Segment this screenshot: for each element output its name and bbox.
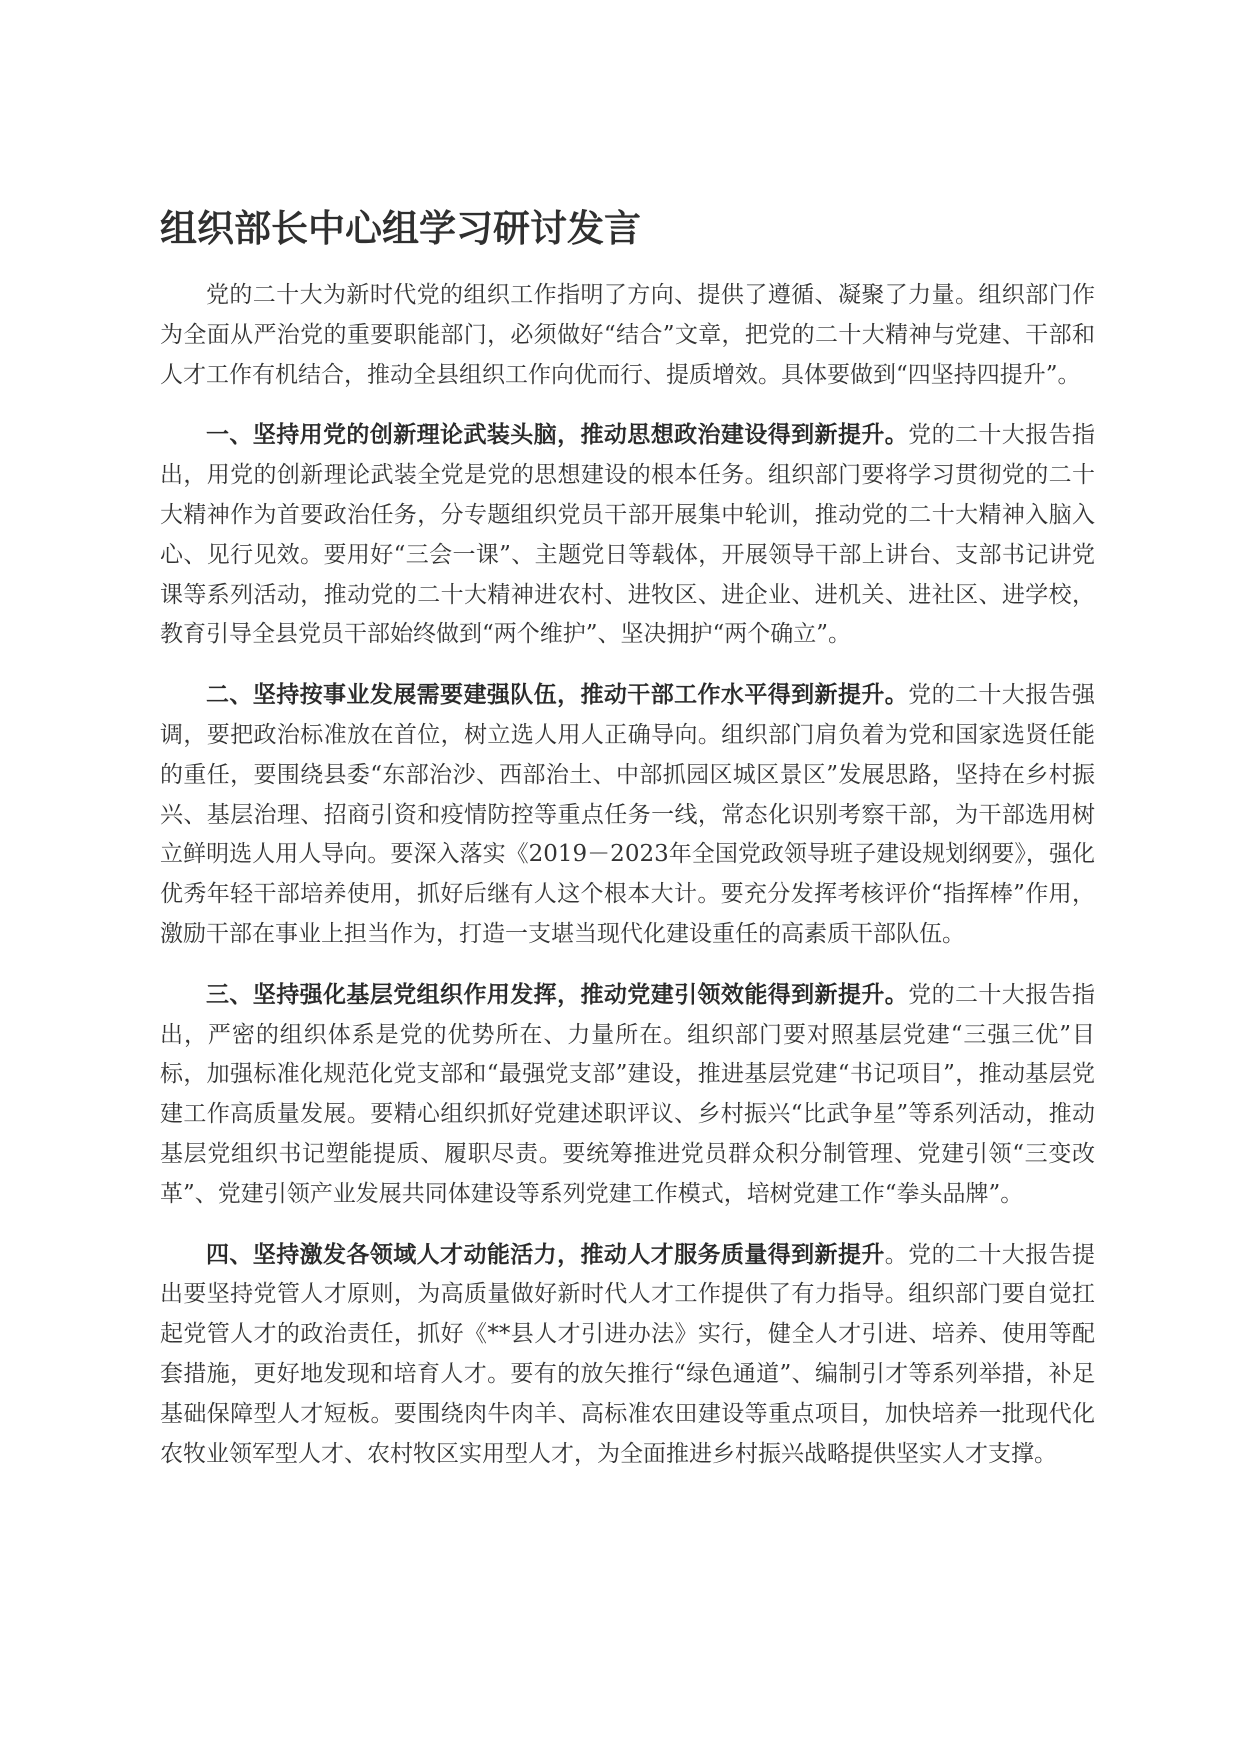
section-2-paragraph [160,675,1095,955]
section-2-heading: 二、坚持按事业发展需要建强队伍，推动干部工作水平得到新提升。 [206,681,909,709]
section-4-paragraph [160,1235,1095,1475]
section-3-body: 党的二十大报告指出，严密的组织体系是党的优势所在、力量所在。组织部门要对照基层党建“三强三优”目标，加强标准化规范化党支部和“最强党支部”建设，推进基层党建“书记项目”，推动基层党建工作高质量发展。要精心组织抓好党建述职评议、乡村振兴“比武争星”等系列活动，推动基层党组织书记塑能提质、履职尽责。要统筹推进党员群众积分制管理、党建引领“三变改革”、党建引领产业发展共同体建设等系列党建工作模式，培树党建工作“拳头品牌”。 [160,981,1096,1207]
section-3-paragraph [160,975,1095,1215]
intro-paragraph: 党的二十大为新时代党的组织工作指明了方向、提供了遵循、凝聚了力量。组织部门作为全面从严治党的重要职能部门，必须做好“结合”文章，把党的二十大精神与党建、干部和人才工作有机结合，推动全县组织工作向优而行、提质增效。具体要做到“四坚持四提升”。 [160,282,1095,388]
section-4-heading: 四、坚持激发各领域人才动能活力，推动人才服务质量得到新提升 [206,1240,885,1268]
section-1-paragraph [160,415,1095,655]
section-2-body: 党的二十大报告强调，要把政治标准放在首位，树立选人用人正确导向。组织部门肩负着为党和国家选贤任能的重任，要围绕县委“东部治沙、西部治土、中部抓园区城区景区”发展思路，坚持在乡村振兴、基层治理、招商引资和疫情防控等重点任务一线，常态化识别考察干部，为干部选用树立鲜明选人用人导向。要深入落实《2019－2023年全国党政领导班子建设规划纲要》，强化优秀年轻干部培养使用，抓好后继有人这个根本大计。要充分发挥考核评价“指挥棒”作用，激励干部在事业上担当作为，打造一支堪当现代化建设重任的高素质干部队伍。 [160,682,1096,947]
section-1-heading: 一、坚持用党的创新理论武装头脑，推动思想政治建设得到新提升。 [206,421,909,449]
document-body [160,276,1095,1494]
document-title: 组织部长中心组学习研讨发言 [160,207,641,250]
section-3-heading: 三、坚持强化基层党组织作用发挥，推动党建引领效能得到新提升。 [206,980,909,1008]
section-1-body: 党的二十大报告指出，用党的创新理论武装全党是党的思想建设的根本任务。组织部门要将学习贯彻党的二十大精神作为首要政治任务，分专题组织党员干部开展集中轮训，推动党的二十大精神入脑入心、见行见效。要用好“三会一课”、主题党日等载体，开展领导干部上讲台、支部书记讲党课等系列活动，推动党的二十大精神进农村、进牧区、进企业、进机关、进社区、进学校，教育引导全县党员干部始终做到“两个维护”、坚决拥护“两个确立”。 [160,422,1096,648]
section-4-body: 。党的二十大报告提出要坚持党管人才原则，为高质量做好新时代人才工作提供了有力指导。组织部门要自觉扛起党管人才的政治责任，抓好《**县人才引进办法》实行，健全人才引进、培养、使用等配套措施，更好地发现和培育人才。要有的放矢推行“绿色通道”、编制引才等系列举措，补足基础保障型人才短板。要围绕肉牛肉羊、高标准农田建设等重点项目，加快培养一批现代化农牧业领军型人才、农村牧区实用型人才，为全面推进乡村振兴战略提供坚实人才支撑。 [160,1241,1096,1467]
